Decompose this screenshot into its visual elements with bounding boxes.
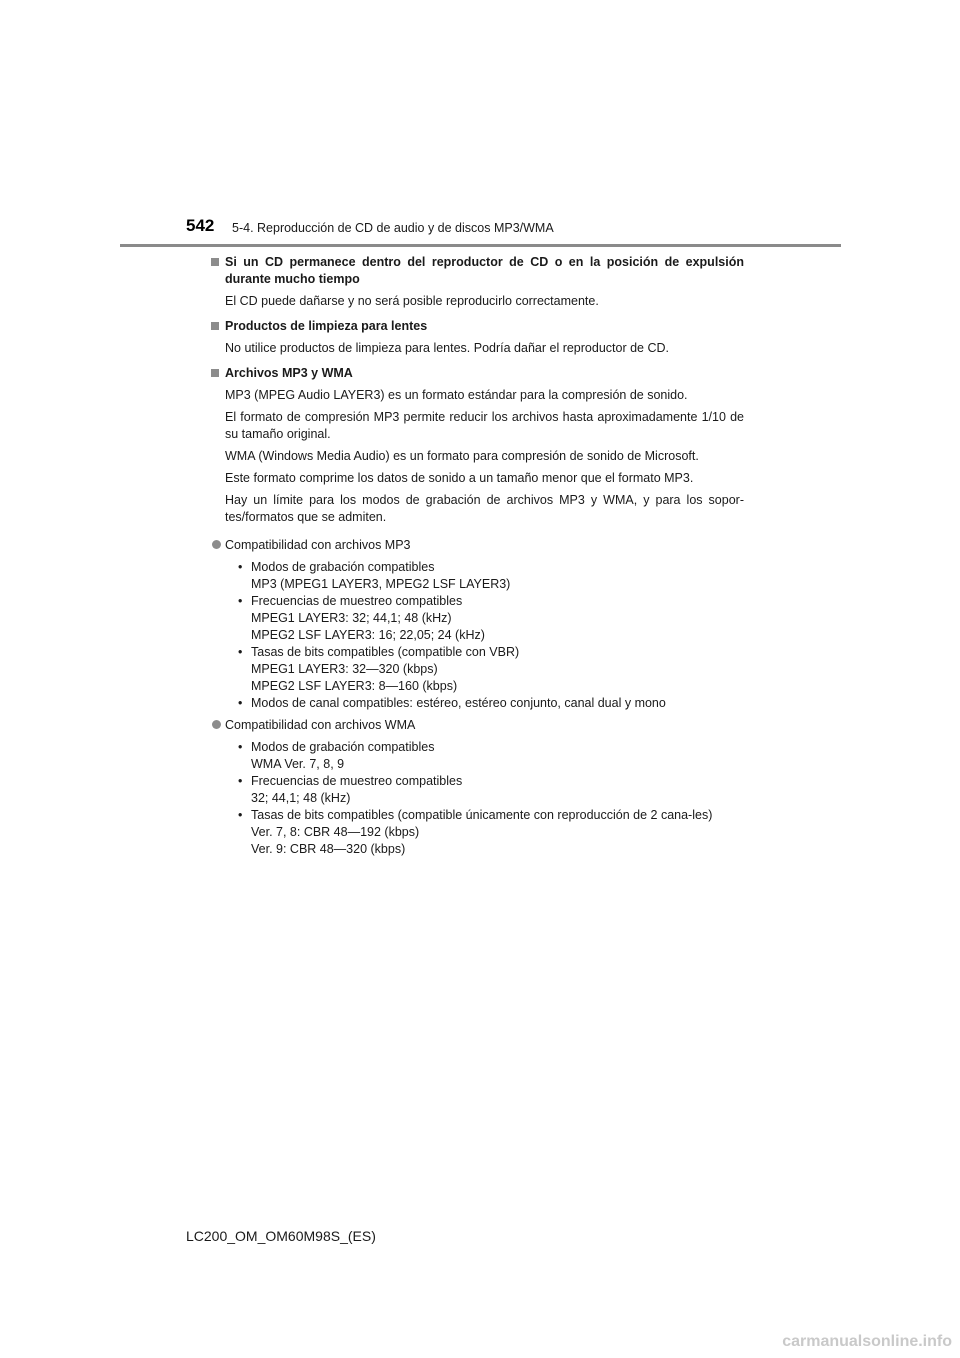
paragraph: No utilice productos de limpieza para lentes. Podría dañar el reproductor de CD. [225,341,669,355]
section-heading-mp3-wma: Archivos MP3 y WMA [211,365,744,382]
list-item: • Tasas de bits compatibles (compatible con VBR) MPEG1 LAYER3: 32—320 (kbps) MPEG2 LSF LAYER3: 8—160 (kbps) [238,645,520,693]
page-number: 542 [186,216,215,235]
subsection-wma-compat: Compatibilidad con archivos WMA [211,717,744,734]
section-heading-lens-cleaners: Productos de limpieza para lentes [211,318,744,335]
square-bullet-icon [211,369,219,377]
section-title: 5-4. Reproducción de CD de audio y de discos MP3/WMA [232,221,554,235]
paragraph: Hay un límite para los modos de grabación de archivos MP3 y WMA, y para los sopor-tes/formatos que se admiten. [225,493,744,524]
list-item: • Frecuencias de muestreo compatibles MPEG1 LAYER3: 32; 44,1; 48 (kHz) MPEG2 LSF LAYER3: 16; 22,05; 24 (kHz) [238,594,485,642]
subsection-mp3-compat: Compatibilidad con archivos MP3 [211,537,744,554]
document-code: LC200_OM_OM60M98S_(ES) [186,1228,376,1244]
list-item: • Tasas de bits compatibles (compatible únicamente con reproducción de 2 cana-les) Ver. 7, 8: CBR 48—192 (kbps) Ver. 9: CBR 48—320 (kbps) [238,808,713,856]
list-item: • Modos de canal compatibles: estéreo, estéreo conjunto, canal dual y mono [238,696,666,710]
watermark: carmanualsonline.info [782,1333,952,1350]
page-content [211,254,744,858]
paragraph: El CD puede dañarse y no será posible reproducirlo correctamente. [225,294,599,308]
square-bullet-icon [211,258,219,266]
square-bullet-icon [211,322,219,330]
section-heading-cd-ejection: Si un CD permanece dentro del reproductor de CD o en la posición de expulsión durante mucho tiempo [211,254,744,288]
list-item: • Modos de grabación compatibles WMA Ver. 7, 8, 9 [238,740,435,771]
list-item: • Modos de grabación compatibles MP3 (MPEG1 LAYER3, MPEG2 LSF LAYER3) [238,560,511,591]
paragraph: MP3 (MPEG Audio LAYER3) es un formato estándar para la compresión de sonido. [225,388,688,402]
paragraph: El formato de compresión MP3 permite reducir los archivos hasta aproximadamente 1/10 de su tamaño original. [225,410,744,441]
paragraph: Este formato comprime los datos de sonido a un tamaño menor que el formato MP3. [225,471,694,485]
list-item: • Frecuencias de muestreo compatibles 32; 44,1; 48 (kHz) [238,774,463,805]
circle-bullet-icon [212,540,221,549]
wma-spec-list [211,739,744,858]
circle-bullet-icon [212,720,221,729]
paragraph: WMA (Windows Media Audio) es un formato para compresión de sonido de Microsoft. [225,449,699,463]
mp3-spec-list [211,559,744,712]
header-divider [120,244,841,247]
